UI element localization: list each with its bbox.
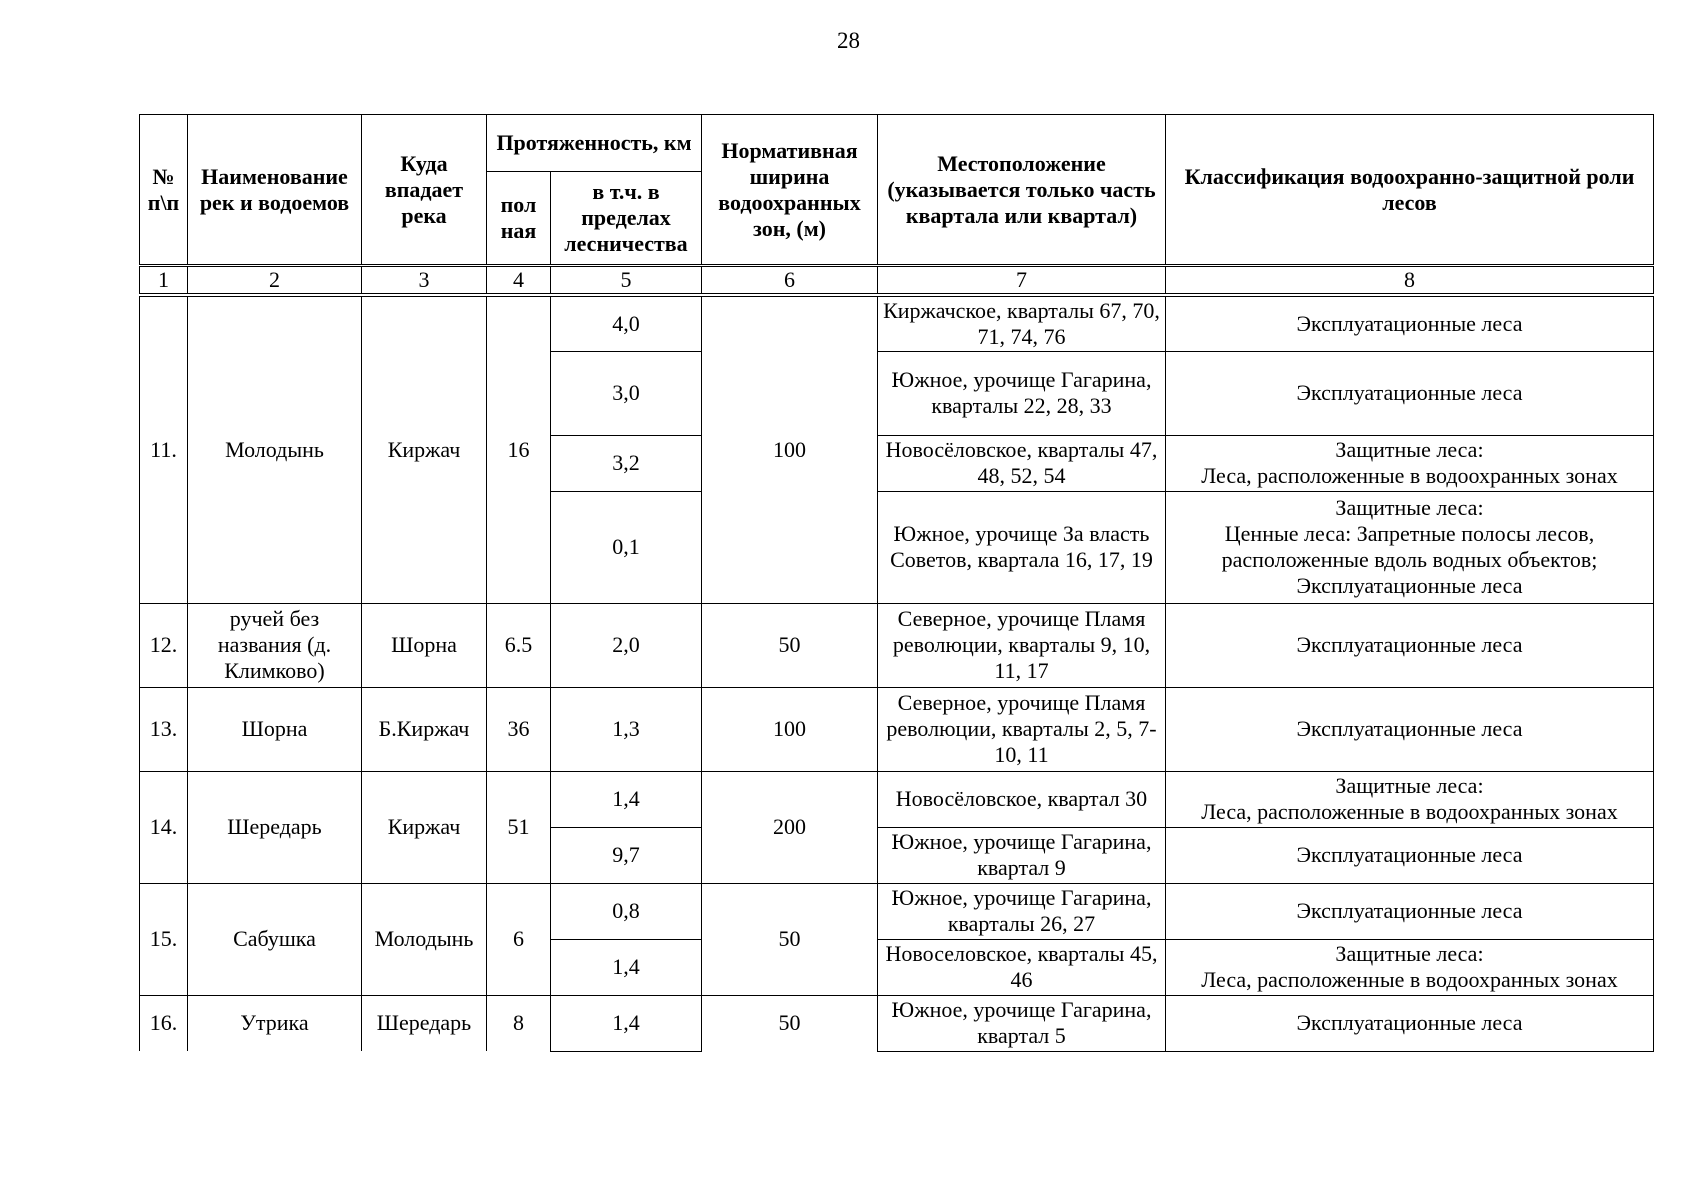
table-row	[140, 295, 1654, 351]
classification-line: Эксплуатационные леса	[1296, 842, 1523, 867]
location: Киржачское, кварталы 67, 70, 71, 74, 76	[878, 295, 1166, 351]
column-number: 7	[878, 266, 1166, 296]
zone-width: 50	[702, 603, 878, 687]
header-location: Местоположение (указывается только часть квартала или квартал)	[878, 115, 1166, 266]
flows-into: Шорна	[362, 603, 487, 687]
classification-line: Защитные леса:	[1335, 495, 1484, 520]
classification-line: Ценные леса: Запретные полосы лесов,	[1224, 521, 1595, 546]
classification	[1166, 883, 1654, 939]
classification-line: Эксплуатационные леса	[1296, 573, 1523, 598]
table-row	[140, 995, 1654, 1051]
classification	[1166, 295, 1654, 351]
column-number: 5	[551, 266, 702, 296]
table-row	[140, 883, 1654, 939]
classification-line: Защитные леса:	[1335, 773, 1484, 798]
location: Новосёловское, квартал 30	[878, 771, 1166, 827]
classification-line: Эксплуатационные леса	[1296, 632, 1523, 657]
flows-into: Шередарь	[362, 995, 487, 1051]
river-name: Шередарь	[188, 771, 362, 883]
header-classification: Классификация водоохранно-защитной роли лесов	[1166, 115, 1654, 266]
header-num: № п\п	[140, 115, 188, 266]
length-within: 3,2	[551, 435, 702, 491]
length-full: 16	[487, 295, 551, 603]
zone-width: 100	[702, 295, 878, 603]
length-within: 2,0	[551, 603, 702, 687]
river-name: Шорна	[188, 687, 362, 771]
location: Южное, урочище Гагарина, кварталы 26, 27	[878, 883, 1166, 939]
classification	[1166, 603, 1654, 687]
water-protection-table	[139, 114, 1654, 1052]
row-number: 16.	[140, 995, 188, 1051]
length-within: 1,4	[551, 995, 702, 1051]
length-within: 0,8	[551, 883, 702, 939]
table-row	[140, 687, 1654, 771]
location: Новоселовское, кварталы 45, 46	[878, 939, 1166, 995]
classification	[1166, 771, 1654, 827]
length-within: 1,4	[551, 771, 702, 827]
length-full: 6	[487, 883, 551, 995]
river-name: ручей без названия (д. Климково)	[188, 603, 362, 687]
river-name: Утрика	[188, 995, 362, 1051]
header-width: Нормативная ширина водоохранных зон, (м)	[702, 115, 878, 266]
column-number: 1	[140, 266, 188, 296]
length-within: 9,7	[551, 827, 702, 883]
length-full: 36	[487, 687, 551, 771]
classification-line: Эксплуатационные леса	[1296, 310, 1523, 336]
row-number: 15.	[140, 883, 188, 995]
column-number: 4	[487, 266, 551, 296]
column-number: 3	[362, 266, 487, 296]
length-within: 3,0	[551, 351, 702, 435]
page-number: 28	[837, 28, 860, 53]
classification-line: Леса, расположенные в водоохранных зонах	[1201, 463, 1618, 488]
header-length: Протяженность, км	[487, 115, 702, 172]
length-within: 4,0	[551, 295, 702, 351]
row-number: 14.	[140, 771, 188, 883]
river-name: Сабушка	[188, 883, 362, 995]
classification-line: Эксплуатационные леса	[1296, 898, 1523, 923]
classification-line: расположенные вдоль водных объектов;	[1221, 547, 1598, 572]
flows-into: Молодынь	[362, 883, 487, 995]
row-number: 13.	[140, 687, 188, 771]
zone-width: 50	[702, 995, 878, 1051]
classification-line: Леса, расположенные в водоохранных зонах	[1201, 799, 1618, 824]
river-name: Молодынь	[188, 295, 362, 603]
zone-width: 50	[702, 883, 878, 995]
location: Северное, урочище Пламя революции, кварталы 9, 10, 11, 17	[878, 603, 1166, 687]
classification	[1166, 827, 1654, 883]
header-length-within: в т.ч. в пределах лесничества	[551, 172, 702, 266]
length-within: 1,3	[551, 687, 702, 771]
length-full: 8	[487, 995, 551, 1051]
column-number: 6	[702, 266, 878, 296]
header-name: Наименование рек и водоемов	[188, 115, 362, 266]
classification-line: Эксплуатационные леса	[1296, 1010, 1523, 1035]
classification	[1166, 351, 1654, 435]
length-full: 6.5	[487, 603, 551, 687]
row-number: 11.	[140, 295, 188, 603]
header-flows-into: Куда впадает река	[362, 115, 487, 266]
table-header	[140, 115, 1654, 296]
table-row	[140, 771, 1654, 827]
table-body	[140, 295, 1654, 1051]
classification-line: Защитные леса:	[1335, 437, 1484, 462]
flows-into: Б.Киржач	[362, 687, 487, 771]
length-full: 51	[487, 771, 551, 883]
row-number: 12.	[140, 603, 188, 687]
length-within: 0,1	[551, 491, 702, 603]
classification-line: Эксплуатационные леса	[1296, 380, 1523, 405]
zone-width: 200	[702, 771, 878, 883]
flows-into: Киржач	[362, 771, 487, 883]
column-number: 8	[1166, 266, 1654, 296]
header-length-full: пол ная	[487, 172, 551, 266]
classification	[1166, 939, 1654, 995]
location: Южное, урочище Гагарина, квартал 9	[878, 827, 1166, 883]
length-within: 1,4	[551, 939, 702, 995]
location: Южное, урочище Гагарина, кварталы 22, 28, 33	[878, 351, 1166, 435]
location: Южное, урочище Гагарина, квартал 5	[878, 995, 1166, 1051]
classification	[1166, 687, 1654, 771]
classification	[1166, 995, 1654, 1051]
location: Северное, урочище Пламя революции, кварталы 2, 5, 7-10, 11	[878, 687, 1166, 771]
column-numbers-row	[140, 266, 1654, 296]
flows-into: Киржач	[362, 295, 487, 603]
classification-line: Защитные леса:	[1335, 941, 1484, 966]
classification-line: Леса, расположенные в водоохранных зонах	[1201, 967, 1618, 992]
classification	[1166, 435, 1654, 491]
table-row	[140, 603, 1654, 687]
classification	[1166, 491, 1654, 603]
column-number: 2	[188, 266, 362, 296]
location: Южное, урочище За власть Советов, квартала 16, 17, 19	[878, 491, 1166, 603]
classification-line: Эксплуатационные леса	[1296, 716, 1523, 741]
location: Новосёловское, кварталы 47, 48, 52, 54	[878, 435, 1166, 491]
zone-width: 100	[702, 687, 878, 771]
